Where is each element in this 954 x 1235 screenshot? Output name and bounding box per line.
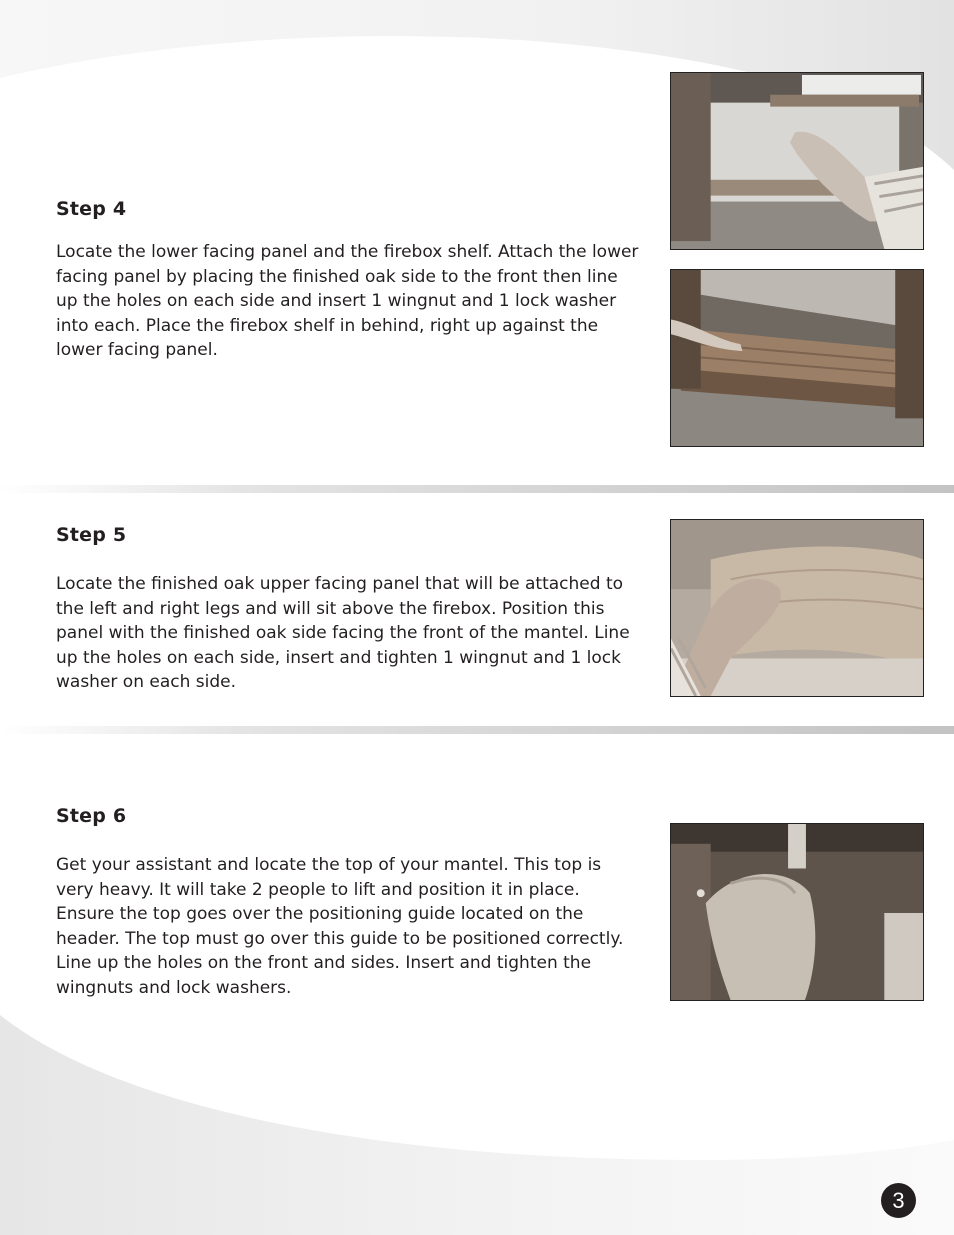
step-heading: Step 4 <box>56 198 127 220</box>
step-5-photo-upper-panel <box>670 519 924 697</box>
step-5-section <box>56 524 641 695</box>
step-heading: Step 5 <box>56 524 127 546</box>
step-4-photo-firebox-shelf <box>670 269 924 447</box>
step-text: Locate the finished oak upper facing panel that will be attached to the left and right legs and will sit above the firebox. Position this panel with the finished oak side facing the front of the mantel. Line up the holes on each side, insert and tighten 1 wingnut and 1 lock washer on each side. <box>56 574 630 693</box>
step-text: Get your assistant and locate the top of your mantel. This top is very heavy. It will take 2 people to lift and position it in place. Ensure the top goes over the positioning guide located on the header. The top must go over this guide to be positioned correctly. Line up the holes on the front and sides. Insert and tighten the wingnuts and lock washers. <box>56 855 624 998</box>
step-4-section <box>56 198 641 363</box>
step-text: Locate the lower facing panel and the firebox shelf. Attach the lower facing panel by placing the finished oak side to the front then line up the holes on each side and insert 1 wingnut and 1 lock washer into each. Place the firebox shelf in behind, right up against the lower facing panel. <box>56 242 639 361</box>
section-divider <box>0 485 954 493</box>
step-4-photo-lower-panel <box>670 72 924 250</box>
page-number-badge: 3 <box>881 1183 916 1218</box>
section-divider <box>0 726 954 734</box>
step-6-photo-mantel-top <box>670 823 924 1001</box>
step-heading: Step 6 <box>56 805 127 827</box>
step-6-section <box>56 805 641 1001</box>
